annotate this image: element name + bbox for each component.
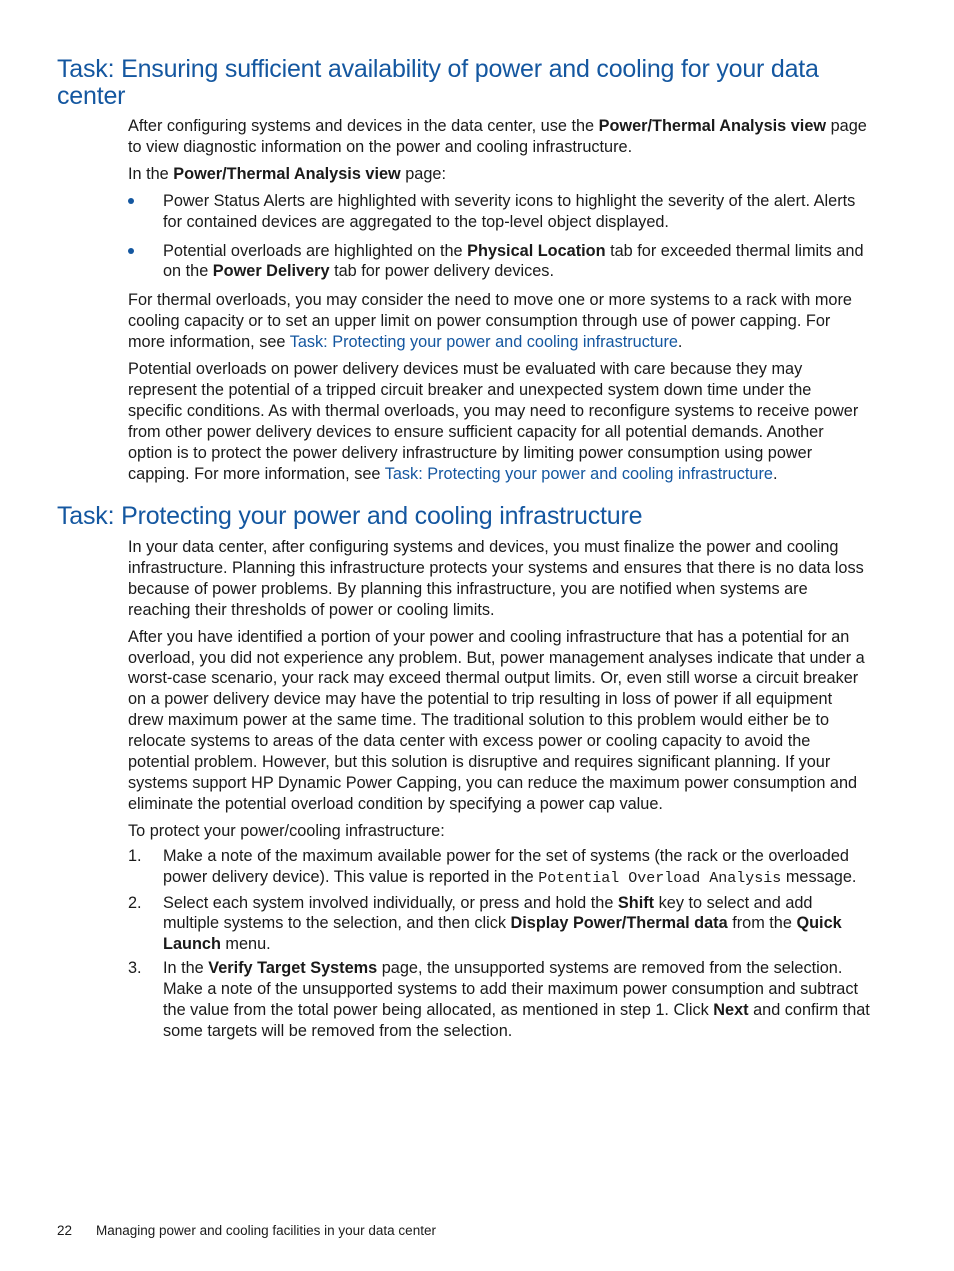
list-item: 2. Select each system involved individually, or press and hold the Shift key to select and add multiple systems to the selection, and then click Display Power/Thermal data from the Quick Launch menu.	[128, 893, 842, 954]
list-item: Power Status Alerts are highlighted with severity icons to highlight the severity of the alert. Alerts for contained devices are aggregated to the top-level object displayed.	[128, 191, 870, 233]
ui-term-power-thermal-analysis-view: Power/Thermal Analysis view	[173, 164, 401, 183]
ui-term-shift-key: Shift	[617, 893, 655, 912]
step-number: 3.	[128, 959, 142, 978]
step-number: 2.	[128, 893, 142, 912]
list-item: 1. Make a note of the maximum available power for the set of systems (the rack or the overloaded power delivery device). This value is reported in the Potential Overload Analysis message.	[128, 846, 857, 887]
section-body-ensuring-availability	[128, 116, 870, 491]
procedure-steps	[128, 846, 870, 1042]
section-body-protecting-infrastructure	[128, 537, 870, 1045]
ui-term-power-thermal-analysis-view: Power/Thermal Analysis view	[598, 117, 827, 135]
ui-term-next: Next	[713, 1001, 749, 1020]
cross-reference-link[interactable]: Task: Protecting your power and cooling infrastructure	[289, 333, 678, 352]
ui-term-display-power-thermal-data: Display Power/Thermal data	[510, 914, 728, 933]
bullet-list	[128, 191, 870, 283]
list-item: Potential overloads are highlighted on the Physical Location tab for exceeded thermal limits and on the Power Delivery tab for power delivery devices.	[128, 241, 870, 283]
paragraph-intro: After configuring systems and devices in the data center, use the Power/Thermal Analysis view page to view diagnostic information on the power and cooling infrastructure.	[128, 117, 867, 156]
message-name-code: Potential Overload Analysis	[538, 869, 782, 887]
paragraph-potential-overload: After you have identified a portion of your power and cooling infrastructure that has a potential for an overload, you did not experience any problem. But, power management analyses indicate that under a worst-case scenario, your rack may exceed thermal output limits. Or, even still worse a circuit breaker on a power delivery device may have the potential to trip resulting in loss of power if all equipment drew maximum power at the same time. The traditional solution to this problem would either be to relocate systems to areas of the data center with excess power or cooling capacity to avoid the potential problem. However, but this solution is disruptive and requires significant planning. If your systems support HP Dynamic Power Capping, you can reduce the maximum power consumption and eliminate the potential overload condition by specifying a power cap value.	[128, 627, 865, 813]
cross-reference-link[interactable]: Task: Protecting your power and cooling infrastructure	[384, 464, 773, 483]
paragraph-finalize-infrastructure: In your data center, after configuring systems and devices, you must finalize the power and cooling infrastructure. Planning this infrastructure protects your systems and ensures that there is no data loss because of power problems. By planning this infrastructure, you are notified when systems are reaching their thresholds of power or cooling limits.	[128, 538, 864, 619]
page-footer	[57, 1222, 436, 1240]
ui-term-physical-location: Physical Location	[467, 241, 606, 260]
section-heading-ensuring-availability: Task: Ensuring sufficient availability of power and cooling for your data center	[57, 55, 819, 110]
paragraph-procedure-intro: To protect your power/cooling infrastructure:	[128, 821, 445, 840]
list-item: 3. In the Verify Target Systems page, the unsupported systems are removed from the selection. Make a note of the unsupported systems to add their maximum power consumption and subtract the value from the total power being allocated, as mentioned in step 1. Click Next and confirm that some targets will be removed from the selection.	[128, 959, 870, 1040]
paragraph-in-the-view: In the Power/Thermal Analysis view page:	[128, 164, 446, 183]
ui-term-verify-target-systems: Verify Target Systems	[208, 959, 378, 978]
footer-chapter-title: Managing power and cooling facilities in your data center	[96, 1223, 436, 1238]
section-heading-protecting-infrastructure: Task: Protecting your power and cooling infrastructure	[57, 502, 643, 530]
ui-term-power-delivery: Power Delivery	[212, 262, 330, 281]
step-number: 1.	[128, 846, 142, 865]
paragraph-power-delivery-overloads: Potential overloads on power delivery devices must be evaluated with care because they may represent the potential of a tripped circuit breaker and unexpected system down time under the specific conditions. As with thermal overloads, you may need to reconfigure systems to receive power from other power delivery devices to ensure sufficient capacity for all potential demands. Another option is to protect the power delivery infrastructure by limiting power consumption using power capping. For more information, see Task: Protecting your power and cooling infrastructure.	[128, 360, 859, 483]
page-number: 22	[57, 1223, 73, 1238]
bullet-icon	[128, 248, 134, 254]
paragraph-thermal-overloads: For thermal overloads, you may consider the need to move one or more systems to a rack with more cooling capacity or to set an upper limit on power consumption through use of power capping. For more information, see Task: Protecting your power and cooling infrastructure.	[128, 291, 852, 352]
bullet-icon	[128, 198, 134, 204]
ui-term-quick-launch: Quick Launch	[163, 914, 842, 954]
